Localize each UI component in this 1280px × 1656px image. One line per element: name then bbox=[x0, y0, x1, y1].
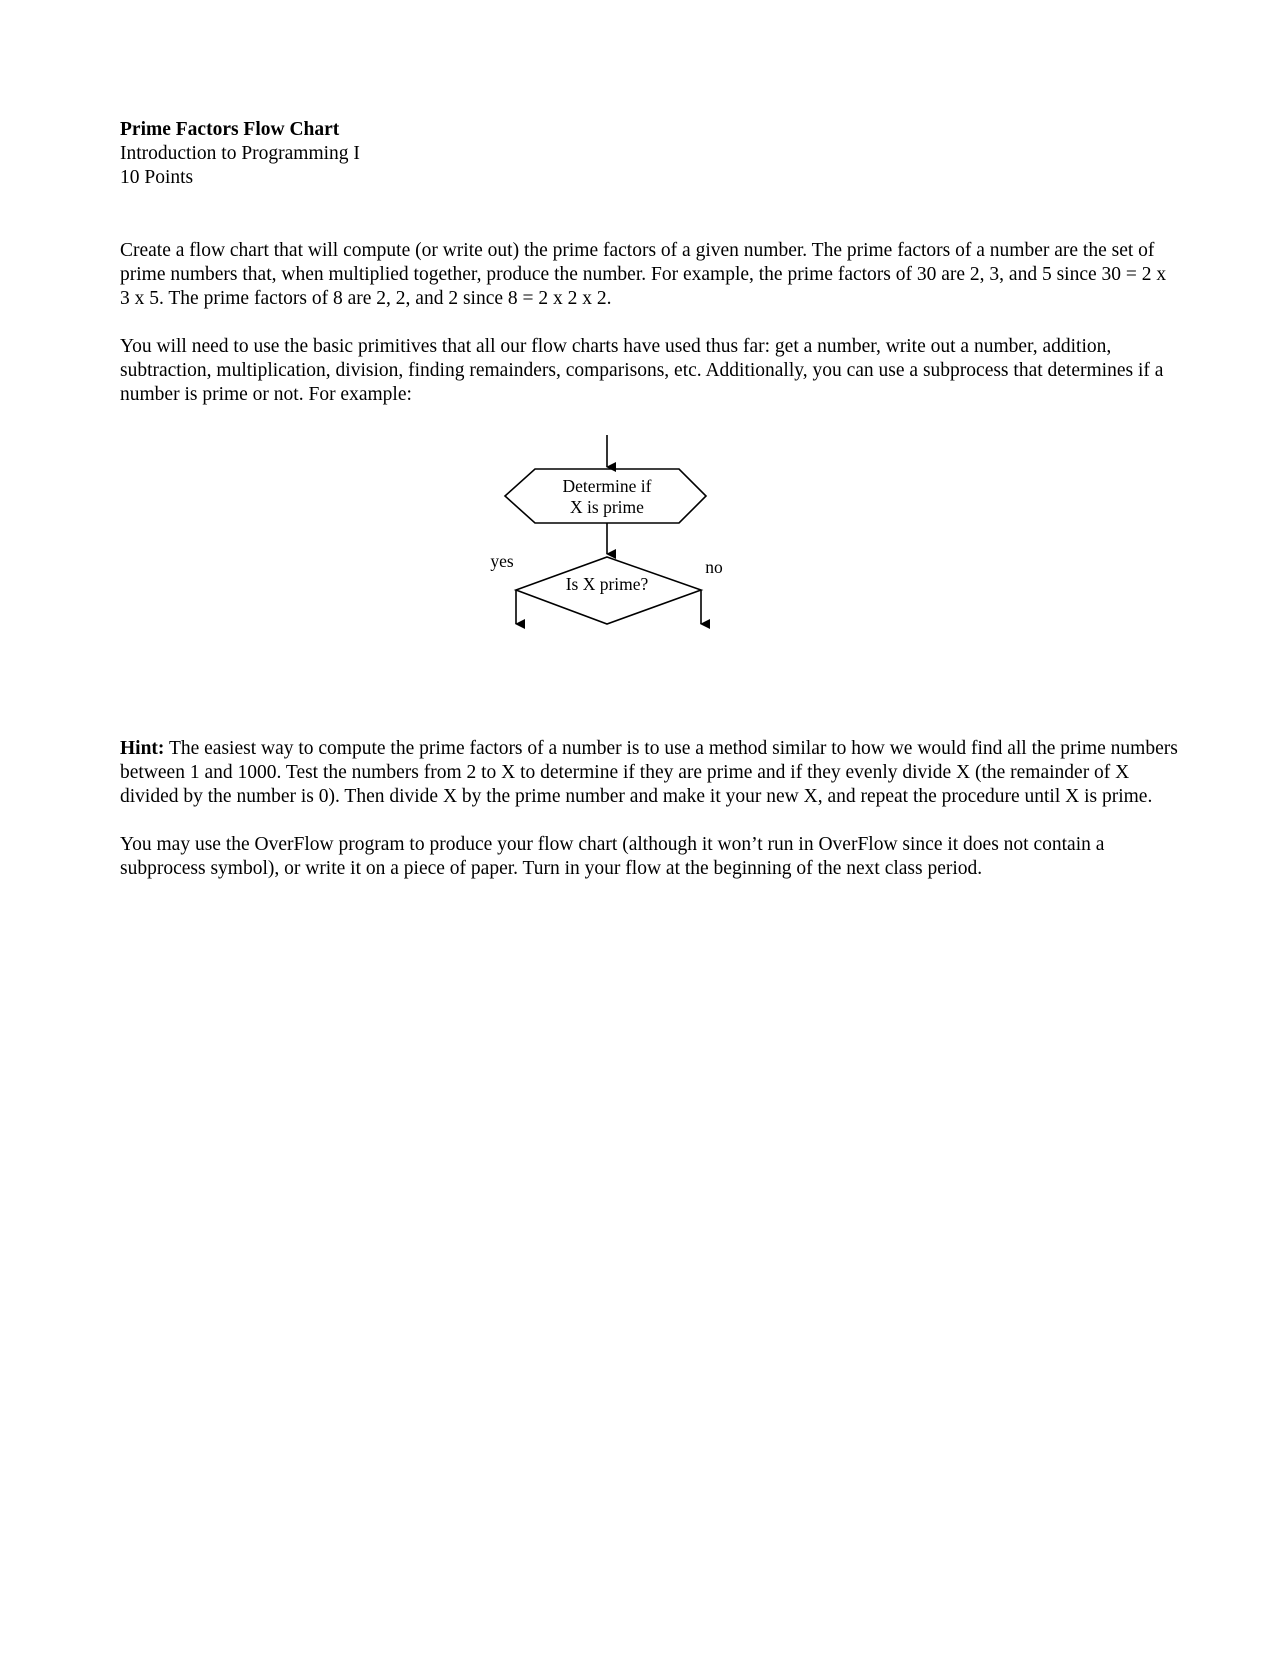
points-value: 10 Points bbox=[120, 167, 194, 188]
subprocess-text-line2: X is prime bbox=[570, 497, 644, 517]
paragraph-submission: You may use the OverFlow program to produce your flow chart (although it won’t run in OverFlow since it does not contain a subprocess symbol), or write it on a piece of paper. Turn in your flow at the beginning of the next class period. bbox=[120, 834, 1105, 879]
document-title: Prime Factors Flow Chart bbox=[120, 119, 340, 140]
paragraph-hint bbox=[120, 737, 1180, 809]
flowchart-diagram bbox=[120, 407, 1180, 737]
paragraph-primitives: You will need to use the basic primitives that all our flow charts have used thus far: get a number, write out a number, addition, subtraction, multiplication, division, finding remainders, comparisons, etc. Additionally, you can use a subprocess that determines if a number is prime or not. For example: bbox=[120, 336, 1164, 405]
hint-text: The easiest way to compute the prime factors of a number is to use a method similar to how we would find all the prime numbers between 1 and 1000. Test the numbers from 2 to X to determine if they are prime and if they evenly divide X (the remainder of X divided by the number is 0). Then divide X by the prime number and make it your new X, and repeat the procedure until X is prime. bbox=[120, 738, 1178, 807]
subprocess-text-line1: Determine if bbox=[562, 476, 652, 496]
no-label: no bbox=[705, 557, 723, 577]
hint-label: Hint: bbox=[120, 738, 165, 759]
decision-text: Is X prime? bbox=[565, 574, 649, 594]
paragraph-intro: Create a flow chart that will compute (or write out) the prime factors of a given number. The prime factors of a number are the set of prime numbers that, when multiplied together, produce the number. For example, the prime factors of 30 are 2, 3, and 5 since 30 = 2 x 3 x 5. The prime factors of 8 are 2, 2, and 2 since 8 = 2 x 2 x 2. bbox=[120, 240, 1167, 309]
course-name: Introduction to Programming I bbox=[120, 143, 360, 164]
document-header bbox=[120, 118, 1180, 190]
document-page bbox=[120, 118, 1180, 881]
yes-label: yes bbox=[490, 551, 514, 571]
